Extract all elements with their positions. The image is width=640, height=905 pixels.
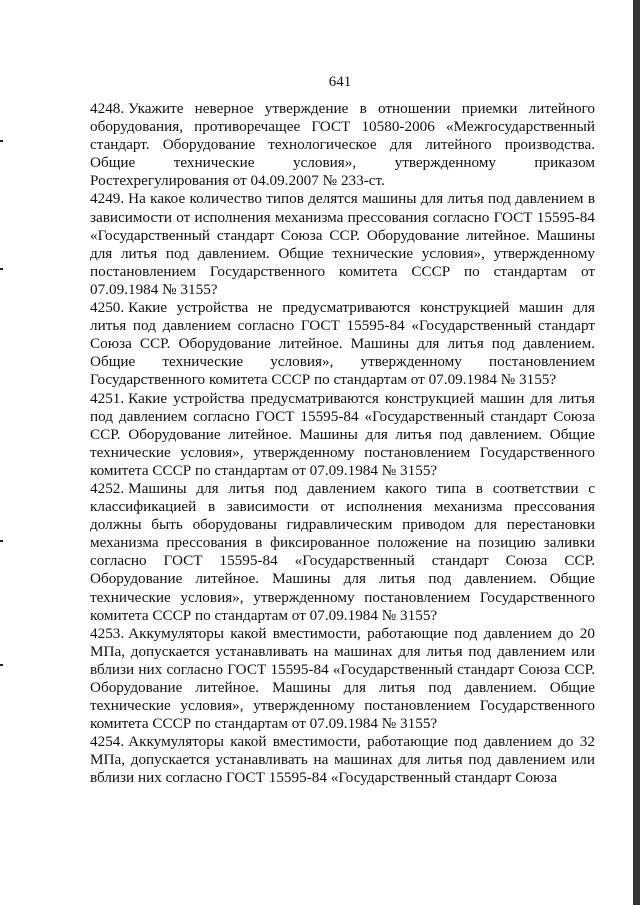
question-text: Какие устройства предусматриваются конструкцией машин для литья под давлением согласно ГОСТ 15595-84 «Государственный стандарт Союза ССР. Оборудование литейное. Машины для литья под давлением. Общие технические условия», утвержденному постановлением Государственного комитета СССР по стандартам от 07.09.1984 № 3155? (90, 389, 595, 479)
question-4250 (90, 299, 595, 389)
question-number: 4252. (90, 479, 125, 497)
question-text: Машины для литья под давлением какого типа в соответствии с классификацией в зависимости от исполнения механизма прессования должны быть оборудованы гидравлическим приводом для перестановки механизма прессования в фиксированное положение на позицию заливки согласно ГОСТ 15595-84 «Государственный стандарт Союза ССР. Оборудование литейное. Машины для литья под давлением. Общие технические условия», утвержденному постановлением Государственного комитета СССР по стандартам от 07.09.1984 № 3155? (90, 479, 595, 624)
question-text: Аккумуляторы какой вместимости, работающие под давлением до 20 МПа, допускается устанавливать на машинах для литья под давлением или вблизи них согласно ГОСТ 15595-84 «Государственный стандарт Союза ССР. Оборудование литейное. Машины для литья под давлением. Общие технические условия», утвержденному постановлением Государственного комитета СССР по стандартам от 07.09.1984 № 3155? (90, 624, 595, 733)
question-list (90, 100, 595, 788)
question-number: 4253. (90, 624, 125, 642)
scan-edge-mark (0, 268, 3, 270)
question-4253 (90, 625, 595, 734)
question-4251 (90, 390, 595, 480)
scan-edge-mark (0, 664, 3, 666)
scan-edge-mark (633, 0, 640, 905)
question-number: 4249. (90, 190, 125, 208)
question-text: Аккумуляторы какой вместимости, работающие под давлением до 32 МПа, допускается устанавливать на машинах для литья под давлением или вблизи них согласно ГОСТ 15595-84 «Государственный стандарт Союза (90, 733, 595, 787)
question-4248 (90, 100, 595, 190)
question-number: 4251. (90, 389, 125, 407)
question-4249 (90, 190, 595, 299)
question-text: Укажите неверное утверждение в отношении приемки литейного оборудования, противоречащее ГОСТ 10580-2006 «Межгосударственный стандарт. Оборудование технологическое для литейного производства. Общие технические условия», утвержденному приказом Ростехрегулирования от 04.09.2007 № 233-ст. (90, 100, 595, 190)
question-4252 (90, 480, 595, 625)
scan-edge-mark (0, 140, 3, 142)
question-text: На какое количество типов делятся машины для литья под давлением в зависимости от исполнения механизма прессования согласно ГОСТ 15595-84 «Государственный стандарт Союза ССР. Оборудование литейное. Машины для литья под давлением. Общие технические условия», утвержденному постановлением Государственного комитета СССР по стандартам от 07.09.1984 № 3155? (90, 190, 595, 298)
question-number: 4254. (90, 733, 125, 751)
question-number: 4250. (90, 299, 125, 317)
question-number: 4248. (90, 100, 125, 117)
question-4254 (90, 733, 595, 787)
scan-edge-mark (0, 540, 3, 542)
question-text: Какие устройства не предусматриваются конструкцией машин для литья под давлением согласно ГОСТ 15595-84 «Государственный стандарт Союза ССР. Оборудование литейное. Машины для литья под давлением. Общие технические условия», утвержденному постановлением Государственного комитета СССР по стандартам от 07.09.1984 № 3155? (90, 299, 595, 389)
page-number: 641 (328, 74, 352, 90)
